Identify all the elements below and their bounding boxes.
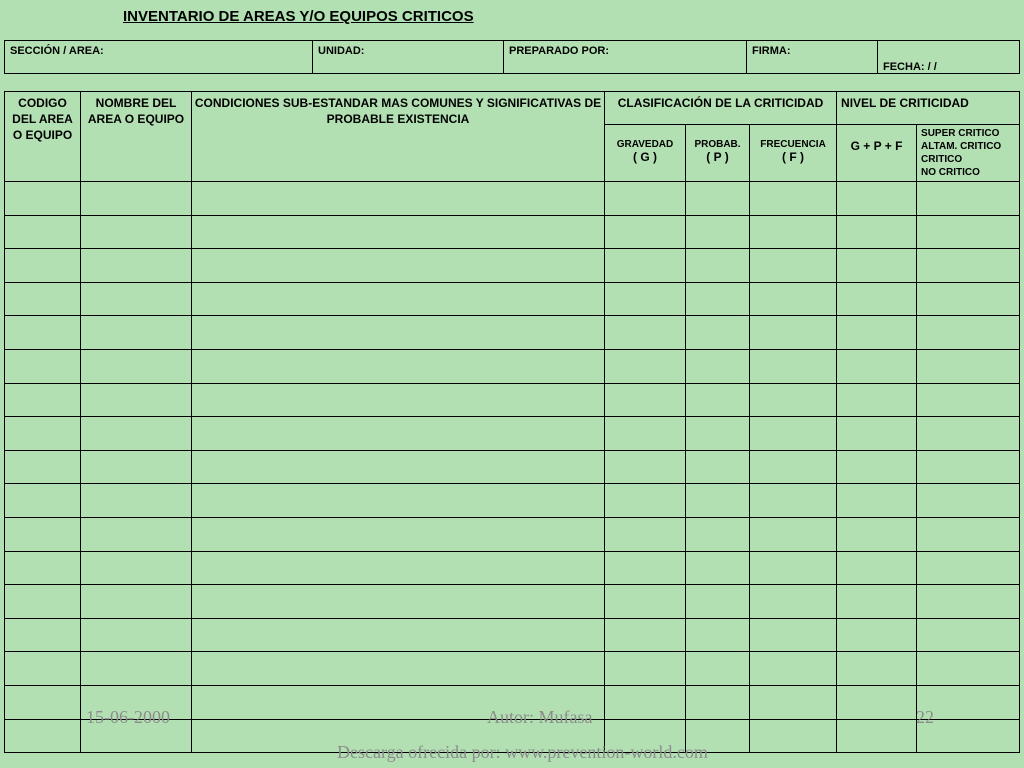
- table-row: [5, 349, 1020, 383]
- table-row: [5, 316, 1020, 350]
- table-cell[interactable]: [81, 215, 192, 249]
- table-row: [5, 517, 1020, 551]
- col-nivel-header: NIVEL DE CRITICIDAD: [837, 92, 1020, 125]
- table-cell[interactable]: [81, 349, 192, 383]
- table-cell[interactable]: [81, 182, 192, 216]
- table-cell[interactable]: [81, 551, 192, 585]
- probab-code: ( P ): [706, 150, 729, 164]
- inventory-table: [4, 91, 1020, 753]
- table-cell[interactable]: [750, 450, 837, 484]
- table-cell[interactable]: [605, 517, 686, 551]
- table-cell[interactable]: [750, 585, 837, 619]
- table-cell[interactable]: [837, 182, 917, 216]
- table-row: [5, 585, 1020, 619]
- table-row: [5, 417, 1020, 451]
- table-cell[interactable]: [837, 719, 917, 753]
- table-cell[interactable]: [917, 349, 1020, 383]
- table-cell[interactable]: [5, 182, 81, 216]
- page-title: INVENTARIO DE AREAS Y/O EQUIPOS CRITICOS: [123, 8, 474, 25]
- table-cell[interactable]: [5, 215, 81, 249]
- table-row: [5, 182, 1020, 216]
- table-cell[interactable]: [81, 517, 192, 551]
- table-cell[interactable]: [192, 551, 605, 585]
- gravedad-code: ( G ): [633, 150, 657, 164]
- table-cell[interactable]: [5, 517, 81, 551]
- table-cell[interactable]: [81, 383, 192, 417]
- table-cell[interactable]: [917, 585, 1020, 619]
- table-cell[interactable]: [81, 585, 192, 619]
- table-cell[interactable]: [605, 484, 686, 518]
- table-cell[interactable]: [837, 215, 917, 249]
- table-cell[interactable]: [605, 551, 686, 585]
- col-frecuencia-header: [750, 125, 837, 182]
- level-altam-critico: ALTAM. CRITICO: [921, 141, 1002, 152]
- table-cell[interactable]: [686, 484, 750, 518]
- table-cell[interactable]: [686, 685, 750, 719]
- footer-page-number: 22: [916, 707, 934, 727]
- table-cell[interactable]: [605, 383, 686, 417]
- table-cell[interactable]: [750, 484, 837, 518]
- table-cell[interactable]: [686, 517, 750, 551]
- table-cell[interactable]: [192, 316, 605, 350]
- header-fields-table: [4, 40, 1020, 74]
- table-cell[interactable]: [5, 282, 81, 316]
- table-cell[interactable]: [605, 349, 686, 383]
- table-cell[interactable]: [5, 349, 81, 383]
- col-suma-header: G + P + F: [837, 125, 917, 182]
- table-cell[interactable]: [605, 316, 686, 350]
- inventory-rows: [5, 182, 1020, 753]
- table-cell[interactable]: [605, 282, 686, 316]
- table-cell[interactable]: [605, 215, 686, 249]
- table-cell[interactable]: [750, 383, 837, 417]
- table-cell[interactable]: [5, 551, 81, 585]
- table-cell[interactable]: [81, 417, 192, 451]
- table-cell[interactable]: [750, 249, 837, 283]
- table-cell[interactable]: [917, 383, 1020, 417]
- table-cell[interactable]: [750, 417, 837, 451]
- table-cell[interactable]: [81, 249, 192, 283]
- table-cell[interactable]: [192, 517, 605, 551]
- table-cell[interactable]: [686, 652, 750, 686]
- level-no-critico: NO CRITICO: [921, 167, 980, 178]
- table-cell[interactable]: [686, 215, 750, 249]
- gravedad-label: GRAVEDAD: [616, 139, 674, 150]
- table-cell[interactable]: [5, 450, 81, 484]
- table-cell[interactable]: [686, 349, 750, 383]
- table-cell[interactable]: [837, 618, 917, 652]
- table-row: [5, 282, 1020, 316]
- table-cell[interactable]: [5, 585, 81, 619]
- col-levels-header: [917, 125, 1020, 182]
- table-row: [5, 652, 1020, 686]
- table-cell[interactable]: [686, 585, 750, 619]
- table-cell[interactable]: [5, 249, 81, 283]
- table-cell[interactable]: [5, 316, 81, 350]
- table-cell[interactable]: [750, 316, 837, 350]
- table-cell[interactable]: [837, 450, 917, 484]
- table-cell[interactable]: [686, 618, 750, 652]
- table-cell[interactable]: [192, 417, 605, 451]
- table-row: [5, 450, 1020, 484]
- table-cell[interactable]: [81, 484, 192, 518]
- table-cell[interactable]: [917, 652, 1020, 686]
- table-cell[interactable]: [81, 282, 192, 316]
- table-cell[interactable]: [605, 182, 686, 216]
- firma-field[interactable]: FIRMA:: [747, 41, 878, 74]
- table-cell[interactable]: [837, 383, 917, 417]
- table-cell[interactable]: [192, 618, 605, 652]
- col-gravedad-header: [605, 125, 686, 182]
- table-cell[interactable]: [837, 551, 917, 585]
- table-cell[interactable]: [750, 551, 837, 585]
- table-cell[interactable]: [686, 383, 750, 417]
- table-cell[interactable]: [5, 652, 81, 686]
- table-cell[interactable]: [605, 450, 686, 484]
- table-cell[interactable]: [192, 215, 605, 249]
- table-cell[interactable]: [686, 249, 750, 283]
- table-cell[interactable]: [686, 316, 750, 350]
- table-row: [5, 618, 1020, 652]
- table-cell[interactable]: [192, 282, 605, 316]
- footer-download-note: Descarga ofrecida por: www.prevention-world.com: [337, 742, 708, 762]
- table-cell[interactable]: [917, 182, 1020, 216]
- table-cell[interactable]: [192, 182, 605, 216]
- frecuencia-label: FRECUENCIA: [760, 139, 826, 150]
- level-critico: CRITICO: [921, 154, 963, 165]
- fecha-field[interactable]: FECHA: / /: [878, 41, 1020, 74]
- table-cell[interactable]: [5, 685, 81, 719]
- table-cell[interactable]: [750, 517, 837, 551]
- col-clasificacion-header: CLASIFICACIÓN DE LA CRITICIDAD: [605, 92, 837, 125]
- table-cell[interactable]: [917, 450, 1020, 484]
- table-cell[interactable]: [917, 249, 1020, 283]
- table-cell[interactable]: [5, 484, 81, 518]
- table-cell[interactable]: [837, 517, 917, 551]
- table-cell[interactable]: [750, 685, 837, 719]
- table-cell[interactable]: [192, 249, 605, 283]
- table-cell[interactable]: [917, 282, 1020, 316]
- footer-author: Autor: Mufasa: [487, 707, 593, 727]
- table-cell[interactable]: [81, 652, 192, 686]
- table-cell[interactable]: [686, 551, 750, 585]
- table-cell[interactable]: [5, 719, 81, 753]
- col-condiciones-header: CONDICIONES SUB-ESTANDAR MAS COMUNES Y SIGNIFICATIVAS DE PROBABLE EXISTENCIA: [192, 92, 605, 182]
- unidad-field[interactable]: UNIDAD:: [313, 41, 504, 74]
- table-cell[interactable]: [192, 450, 605, 484]
- preparado-field[interactable]: PREPARADO POR:: [504, 41, 747, 74]
- table-cell[interactable]: [81, 618, 192, 652]
- table-cell[interactable]: [837, 417, 917, 451]
- table-cell[interactable]: [686, 282, 750, 316]
- table-cell[interactable]: [686, 450, 750, 484]
- table-cell[interactable]: [686, 182, 750, 216]
- table-cell[interactable]: [81, 450, 192, 484]
- table-cell[interactable]: [605, 685, 686, 719]
- probab-label: PROBAB.: [694, 139, 741, 150]
- table-cell[interactable]: [917, 484, 1020, 518]
- table-cell[interactable]: [192, 484, 605, 518]
- table-row: [5, 215, 1020, 249]
- table-cell[interactable]: [837, 652, 917, 686]
- level-super-critico: SUPER CRITICO: [921, 128, 1000, 139]
- frecuencia-code: ( F ): [782, 150, 805, 164]
- table-cell[interactable]: [837, 316, 917, 350]
- table-row: [5, 484, 1020, 518]
- table-cell[interactable]: [837, 484, 917, 518]
- table-cell[interactable]: [605, 618, 686, 652]
- table-cell[interactable]: [837, 249, 917, 283]
- table-cell[interactable]: [837, 685, 917, 719]
- table-cell[interactable]: [750, 182, 837, 216]
- table-cell[interactable]: [750, 349, 837, 383]
- seccion-field[interactable]: SECCIÓN / AREA:: [5, 41, 313, 74]
- table-cell[interactable]: [750, 719, 837, 753]
- footer-date: 15-06-2000: [86, 707, 170, 727]
- table-cell[interactable]: [917, 618, 1020, 652]
- table-cell[interactable]: [192, 585, 605, 619]
- table-cell[interactable]: [605, 249, 686, 283]
- table-cell[interactable]: [192, 383, 605, 417]
- table-cell[interactable]: [750, 282, 837, 316]
- col-codigo-header: CODIGO DEL AREA O EQUIPO: [5, 92, 81, 182]
- col-probab-header: [686, 125, 750, 182]
- table-cell[interactable]: [837, 349, 917, 383]
- table-row: [5, 383, 1020, 417]
- table-cell[interactable]: [5, 417, 81, 451]
- col-nombre-header: NOMBRE DEL AREA O EQUIPO: [81, 92, 192, 182]
- table-cell[interactable]: [686, 417, 750, 451]
- table-cell[interactable]: [81, 316, 192, 350]
- table-cell[interactable]: [837, 585, 917, 619]
- table-cell[interactable]: [605, 652, 686, 686]
- table-cell[interactable]: [192, 349, 605, 383]
- table-cell[interactable]: [605, 585, 686, 619]
- table-cell[interactable]: [917, 417, 1020, 451]
- table-cell[interactable]: [5, 383, 81, 417]
- table-cell[interactable]: [192, 652, 605, 686]
- table-cell[interactable]: [837, 282, 917, 316]
- table-row: [5, 551, 1020, 585]
- table-cell[interactable]: [750, 215, 837, 249]
- table-cell[interactable]: [750, 652, 837, 686]
- table-cell[interactable]: [917, 316, 1020, 350]
- table-cell[interactable]: [917, 517, 1020, 551]
- table-cell[interactable]: [917, 551, 1020, 585]
- table-cell[interactable]: [917, 215, 1020, 249]
- table-row: [5, 249, 1020, 283]
- table-cell[interactable]: [5, 618, 81, 652]
- table-cell[interactable]: [605, 417, 686, 451]
- table-cell[interactable]: [750, 618, 837, 652]
